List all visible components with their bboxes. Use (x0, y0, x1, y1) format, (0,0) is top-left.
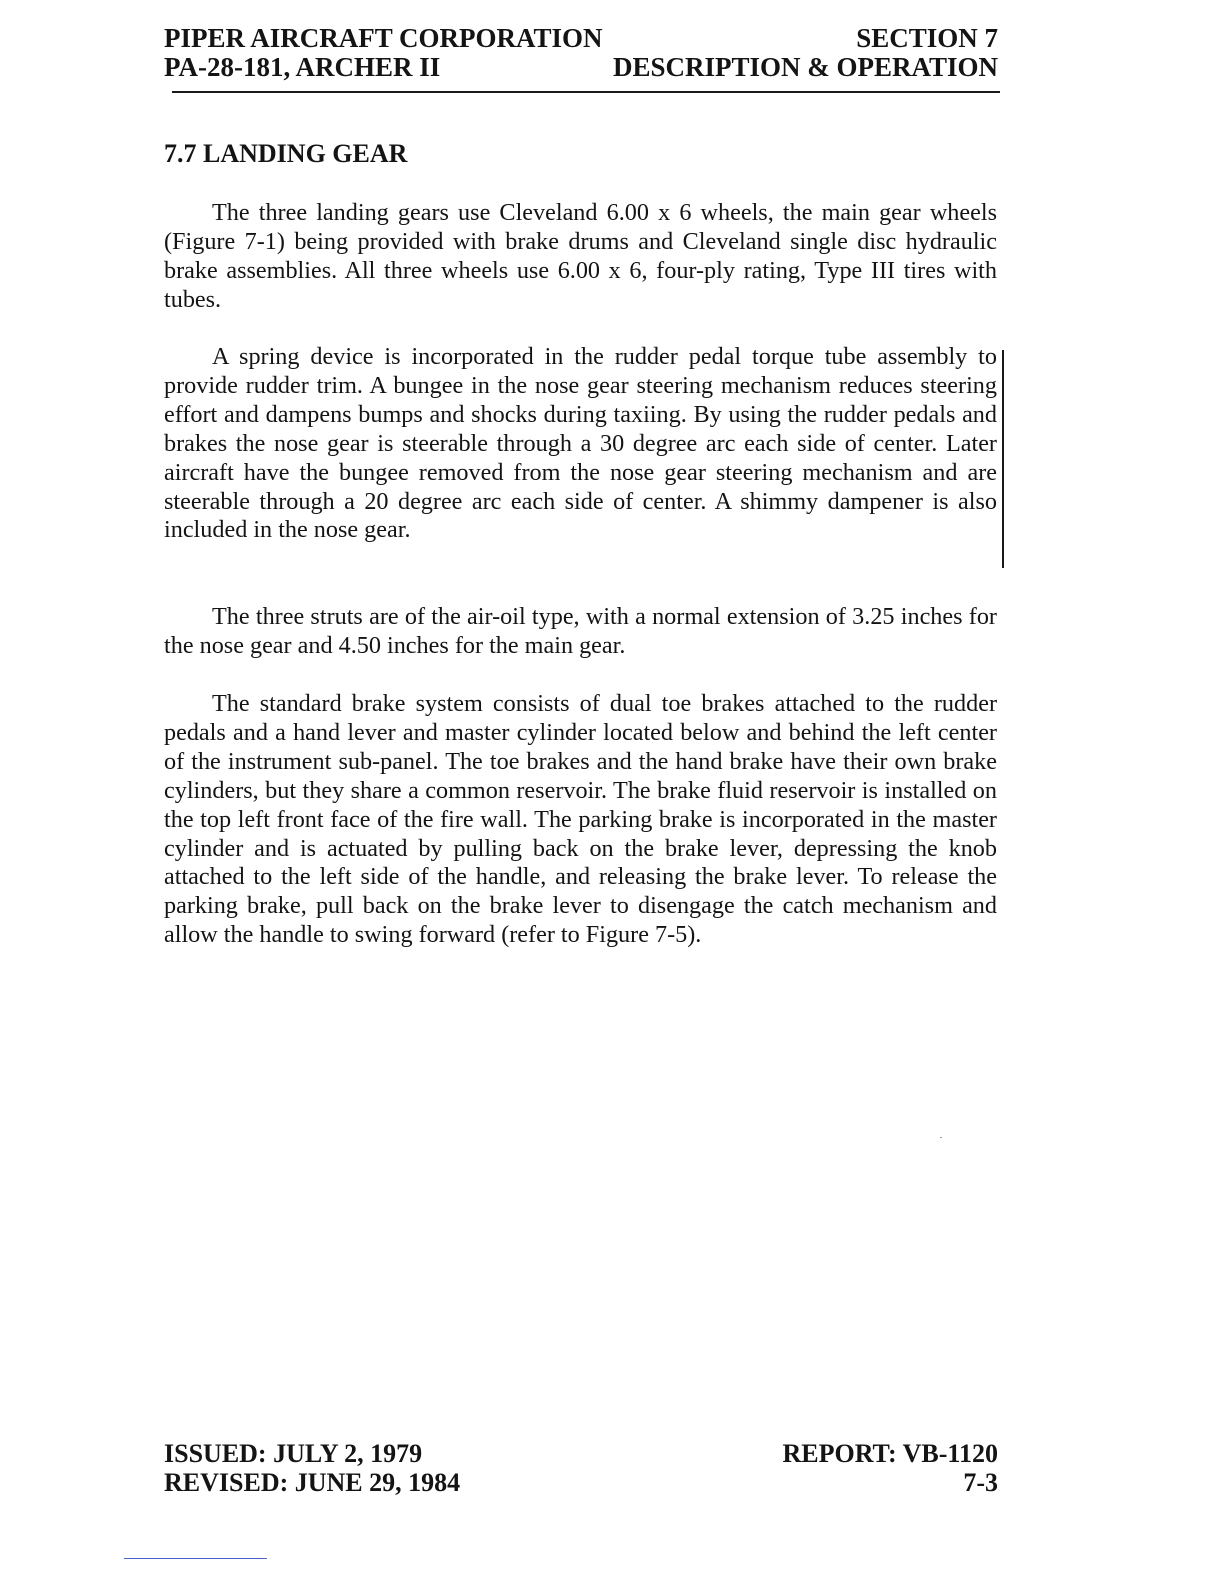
paragraph-wheels: The three landing gears use Cleveland 6.00 x 6 wheels, the main gear wheels (Figure 7-1) being provided with brake drums and Cleveland single disc hydraulic brake assemblies. All three wheels use 6.00 x 6, four-ply rating, Type III tires with tubes. (164, 199, 997, 313)
header-row-2 (164, 53, 998, 82)
aircraft-model: PA-28-181, ARCHER II (164, 52, 441, 82)
paragraph-steering: A spring device is incorporated in the rudder pedal torque tube assembly to provide rudder trim. A bungee in the nose gear steering mechanism reduces steering effort and dampens bumps and shocks during taxiing. By using the rudder pedals and brakes the nose gear is steerable through a 30 degree arc each side of center. Later aircraft have the bungee removed from the nose gear steering mechanism and are steerable through a 20 degree arc each side of center. A shimmy dampener is also included in the nose gear. (164, 343, 997, 544)
bottom-link-rule (124, 1558, 267, 1559)
footer-row-2 (164, 1468, 998, 1497)
section-title: DESCRIPTION & OPERATION (612, 52, 998, 82)
header-divider (172, 91, 1000, 93)
page-footer (164, 1439, 998, 1497)
revision-change-bar (1002, 350, 1004, 568)
paragraph-brakes: The standard brake system consists of dual toe brakes attached to the rudder pedals and a hand lever and master cylinder located below and behind the left center of the instrument sub-panel. The toe brakes and the hand brake have their own brake cylinders, but they share a common reservoir. The brake fluid reservoir is installed on the top left front face of the fire wall. The parking brake is incorporated in the master cylinder and is actuated by pulling back on the brake lever, depressing the knob attached to the left side of the handle, and releasing the brake lever. To release the parking brake, pull back on the brake lever to disengage the catch mechanism and allow the handle to swing forward (refer to Figure 7-5). (164, 690, 997, 949)
company-name: PIPER AIRCRAFT CORPORATION (164, 23, 603, 53)
section-heading: 7.7 LANDING GEAR (164, 139, 408, 168)
revised-date: REVISED: JUNE 29, 1984 (164, 1468, 461, 1497)
section-number: SECTION 7 (856, 23, 998, 53)
page-header (164, 24, 998, 82)
paragraph-struts: The three struts are of the air-oil type, with a normal extension of 3.25 inches for the nose gear and 4.50 inches for the main gear. (164, 603, 997, 659)
report-number: REPORT: VB-1120 (782, 1439, 998, 1468)
footer-row-1 (164, 1439, 998, 1468)
scan-speck (940, 1137, 942, 1138)
issued-date: ISSUED: JULY 2, 1979 (164, 1439, 423, 1468)
header-row-1 (164, 24, 998, 53)
page-number: 7-3 (963, 1468, 998, 1497)
